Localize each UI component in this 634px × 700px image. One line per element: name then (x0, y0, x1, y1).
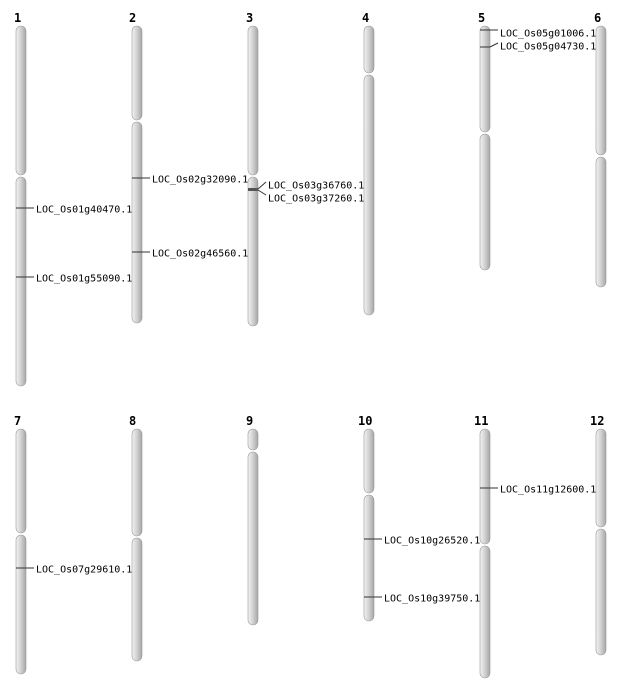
chromosome-arm-long (132, 122, 142, 323)
chromosome-12 (590, 414, 606, 655)
chromosome-1 (14, 11, 132, 386)
chromosome-arm-short (364, 26, 374, 73)
gene-connector (490, 43, 498, 47)
chromosome-label: 8 (129, 414, 137, 428)
chromosome-arm-long (16, 535, 26, 674)
chromosome-9 (246, 414, 258, 625)
chromosome-label: 10 (358, 414, 373, 428)
gene-label: LOC_Os02g46560.1 (152, 248, 249, 260)
chromosome-label: 6 (594, 11, 602, 25)
chromosome-arm-short (480, 26, 490, 132)
gene-label: LOC_Os05g01006.1 (500, 28, 597, 40)
gene-label: LOC_Os01g55090.1 (36, 273, 133, 285)
chromosome-label: 9 (246, 414, 254, 428)
chromosome-label: 7 (14, 414, 22, 428)
chromosome-8 (129, 414, 142, 661)
chromosome-7 (14, 414, 132, 674)
chromosome-label: 4 (362, 11, 370, 25)
chromosome-arm-short (596, 429, 606, 527)
chromosome-arm-long (248, 452, 258, 625)
gene-connector (258, 190, 266, 195)
chromosome-arm-short (16, 26, 26, 175)
gene-label: LOC_Os02g32090.1 (152, 174, 249, 186)
chromosome-label: 12 (590, 414, 605, 428)
gene-label: LOC_Os03g36760.1 (268, 180, 365, 192)
chromosome-arm-long (132, 538, 142, 661)
gene-label: LOC_Os03g37260.1 (268, 193, 365, 205)
gene-label: LOC_Os11g12600.1 (500, 484, 597, 496)
chromosome-label: 3 (246, 11, 254, 25)
chromosome-arm-long (596, 157, 606, 287)
chromosome-label: 11 (474, 414, 489, 428)
chromosome-arm-short (248, 26, 258, 175)
chromosome-arm-short (480, 429, 490, 544)
chromosome-arm-long (480, 134, 490, 270)
chromosome-2 (129, 11, 248, 323)
chromosome-arm-long (248, 177, 258, 326)
gene-label: LOC_Os07g29610.1 (36, 564, 133, 576)
chromosome-arm-long (596, 529, 606, 655)
gene-label: LOC_Os01g40470.1 (36, 204, 133, 216)
chromosome-3 (246, 11, 364, 326)
chromosome-11 (474, 414, 596, 678)
chromosome-arm-long (364, 495, 374, 621)
gene-label: LOC_Os05g04730.1 (500, 41, 597, 53)
chromosome-arm-short (596, 26, 606, 155)
chromosome-5 (478, 11, 596, 270)
chromosome-arm-short (364, 429, 374, 493)
chromosome-arm-short (248, 429, 258, 450)
chromosome-arm-short (132, 429, 142, 536)
gene-label: LOC_Os10g26520.1 (384, 535, 481, 547)
chromosome-4 (362, 11, 374, 315)
chromosome-arm-long (364, 75, 374, 315)
chromosome-10 (358, 414, 480, 621)
gene-connector (258, 182, 266, 189)
gene-label: LOC_Os10g39750.1 (384, 593, 481, 605)
chromosome-label: 5 (478, 11, 486, 25)
chromosome-6 (594, 11, 606, 287)
chromosome-arm-short (132, 26, 142, 120)
gene-cluster-band (248, 188, 258, 191)
chromosome-arm-short (16, 429, 26, 533)
chromosome-layer (14, 11, 606, 678)
chromosome-label: 2 (129, 11, 137, 25)
chromosome-arm-long (480, 546, 490, 678)
chromosome-label: 1 (14, 11, 22, 25)
